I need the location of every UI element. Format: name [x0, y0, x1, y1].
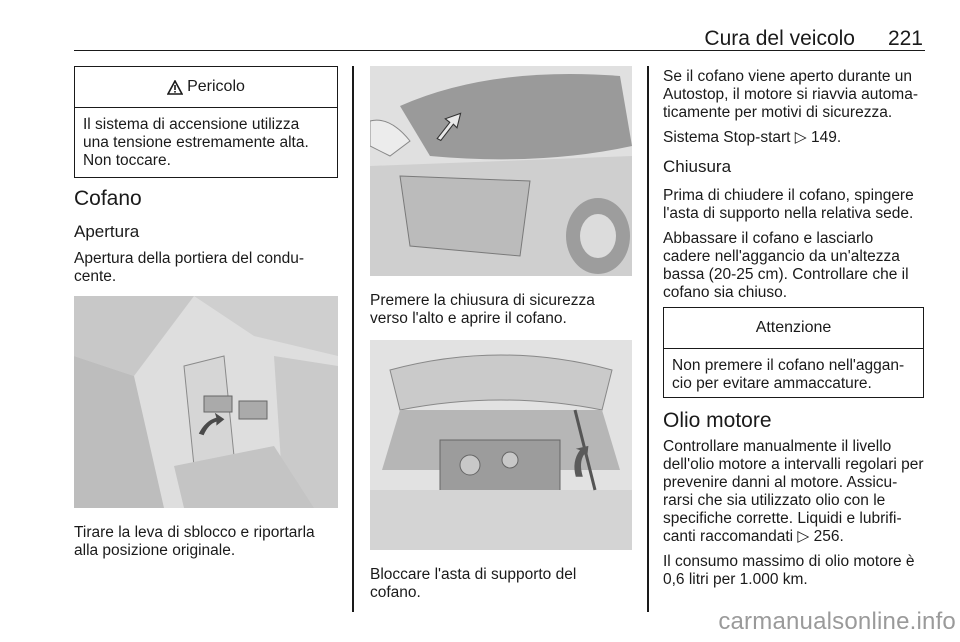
body-text: Abbassare il cofano e lasciarlo: [663, 230, 874, 247]
header-title: Cura del veicolo: [704, 27, 855, 50]
caption-text: Premere la chiusura di sicurezza: [370, 292, 595, 309]
warning-text: Non toccare.: [83, 152, 171, 169]
section-title: Cofano: [74, 187, 142, 210]
notice-header: [664, 308, 923, 349]
caption-text: cofano.: [370, 584, 421, 601]
warning-box: [74, 66, 338, 178]
body-text: Controllare manualmente il livello: [663, 438, 892, 455]
warning-header: [75, 67, 337, 108]
subsection-title: Chiusura: [663, 157, 732, 176]
intro-text: Apertura della portiera del condu-: [74, 250, 305, 267]
hood-release-figure: [370, 66, 632, 276]
body-text: 0,6 litri per 1.000 km.: [663, 571, 808, 588]
body-text: dell'olio motore a intervalli regolari per: [663, 456, 924, 473]
column-divider: [647, 66, 649, 612]
body-text: canti raccomandati ▷ 256.: [663, 528, 844, 545]
body-text: ticamente per motivi di sicurezza.: [663, 104, 893, 121]
notice-box: [663, 307, 924, 398]
notice-title: Attenzione: [755, 319, 832, 336]
body-text: l'asta di supporto nella relativa sede.: [663, 205, 914, 222]
arrow-icon: [566, 440, 594, 484]
cross-reference: Sistema Stop-start ▷ 149.: [663, 129, 842, 146]
body-text: cadere nell'aggancio da un'altezza: [663, 248, 900, 265]
body-text: bassa (20-25 cm). Controllare che il: [663, 266, 909, 283]
notice-text: Non premere il cofano nell'aggan-: [672, 357, 905, 374]
caption-text: alla posizione originale.: [74, 542, 236, 559]
warning-text: una tensione estremamente alta.: [83, 134, 309, 151]
watermark: carmanualsonline.info: [718, 608, 956, 635]
page-number: 221: [887, 27, 923, 50]
caption-text: Bloccare l'asta di supporto del: [370, 566, 577, 583]
caption-text: Tirare la leva di sblocco e riportarla: [74, 524, 315, 541]
body-text: cofano sia chiuso.: [663, 284, 788, 301]
warning-title: Pericolo: [187, 78, 245, 95]
body-text: rarsi che sia utilizzato olio con le: [663, 492, 886, 509]
body-text: Autostop, il motore si riavvia automa-: [663, 86, 918, 103]
body-text: Il consumo massimo di olio motore è: [663, 553, 915, 570]
column-divider: [352, 66, 354, 612]
caption-text: verso l'alto e aprire il cofano.: [370, 310, 567, 327]
body-text: Prima di chiudere il cofano, spingere: [663, 187, 914, 204]
notice-text: cio per evitare ammaccature.: [672, 375, 872, 392]
warning-text: Il sistema di accensione utilizza: [83, 116, 300, 133]
body-text: prevenire danni al motore. Assicu-: [663, 474, 898, 491]
warning-triangle-icon: [167, 80, 183, 95]
hood-prop-figure: [370, 340, 632, 550]
subsection-title: Apertura: [74, 222, 140, 241]
page-header: [74, 24, 925, 51]
arrow-icon: [192, 408, 228, 440]
intro-text: cente.: [74, 268, 117, 285]
body-text: Se il cofano viene aperto durante un: [663, 68, 913, 85]
body-text: specifiche corrette. Liquidi e lubrifi-: [663, 510, 902, 527]
arrow-icon: [430, 108, 466, 144]
pedal-release-figure: [74, 296, 338, 508]
section-title: Olio motore: [663, 409, 772, 432]
